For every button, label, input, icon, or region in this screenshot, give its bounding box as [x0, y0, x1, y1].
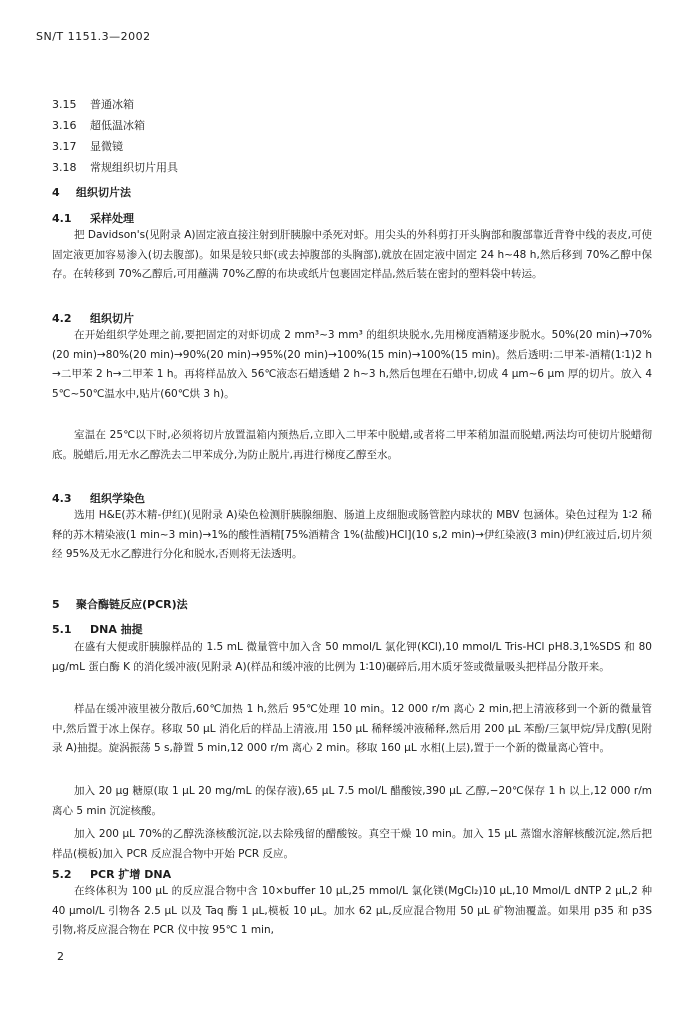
section-4-3-heading: 4.3 组织学染色: [52, 492, 145, 505]
section-4-2-heading: 4.2 组织切片: [52, 312, 134, 325]
section-5-1-heading: 5.1 DNA 抽提: [52, 623, 143, 636]
item-label: 超低温冰箱: [90, 119, 145, 132]
paragraph: 选用 H&E(苏木精-伊红)(见附录 A)染色检测肝胰腺细胞、肠道上皮细胞或肠管腔内球状的 MBV 包涵体。染色过程为 1∶2 稀释的苏木精染液(1 min~3 min)→1%的酸性酒精[75%酒精含 1%(盐酸)HCl](10 s,2 min)→伊红染液(3 min)伊红液过后,切片须经 95%及无水乙醇进行分化和脱水,否则将无法透明。: [52, 509, 652, 561]
equipment-item: [52, 138, 123, 154]
item-number: 3.17: [52, 140, 77, 153]
item-label: 显微镜: [90, 140, 123, 153]
section-4-1-heading: 4.1 采样处理: [52, 212, 134, 225]
paragraph: 在盛有大便或肝胰腺样品的 1.5 mL 微量管中加入含 50 mmol/L 氯化钾(KCl),10 mmol/L Tris-HCl pH8.3,1%SDS 和 80 μg/mL 蛋白酶 K 的消化缓冲液(见附录 A)(样品和缓冲液的比例为 1∶10)碾碎后,用木质牙签或微量吸头把样品分散开来。: [52, 641, 652, 673]
equipment-item: [52, 96, 134, 112]
standard-number: SN/T 1151.3—2002: [36, 30, 151, 43]
paragraph: 在终体积为 100 μL 的反应混合物中含 10×buffer 10 μL,25 mmol/L 氯化镁(MgCl₂)10 μL,10 Mmol/L dNTP 2 μL,2 种 40 μmol/L 引物各 2.5 μL 以及 Taq 酶 1 μL,模板 10 μL。加水 62 μL,反应混合物用 50 μL 矿物油覆盖。如果用 p35 和 p3S 引物,将反应混合物在 PCR 仪中按 95℃ 1 min,: [52, 885, 652, 937]
item-label: 普通冰箱: [90, 98, 134, 111]
paragraph: 样品在缓冲液里被分散后,60℃加热 1 h,然后 95℃处理 10 min。12 000 r/m 离心 2 min,把上清液移到一个新的微量管中,然后置于冰上保存。移取 50 μL 消化后的样品上清液,用 150 μL 稀释缓冲液稀释,然后用 200 μL 苯酚/三氯甲烷/异戊醇(见附录 A)抽提。旋涡振荡 5 s,静置 5 min,12 000 r/m 离心 2 min。移取 160 μL 水相(上层),置于一个新的微量离心管中。: [52, 703, 652, 755]
section-5-heading: 5 聚合酶链反应(PCR)法: [52, 598, 188, 611]
equipment-item: [52, 117, 145, 133]
paragraph: 在开始组织学处理之前,要把固定的对虾切成 2 mm³~3 mm³ 的组织块脱水,先用梯度酒精逐步脱水。50%(20 min)→70%(20 min)→80%(20 min)→90%(20 min)→95%(20 min)→100%(15 min)→100%(15 min)。然后透明:二甲苯-酒精(1∶1)2 h→二甲苯 2 h→二甲苯 1 h。再将样品放入 56℃液态石蜡透蜡 2 h~3 h,然后包埋在石蜡中,切成 4 μm~6 μm 厚的切片。放入 45℃~50℃温水中,贴片(60℃烘 3 h)。: [52, 329, 652, 400]
paragraph: 加入 200 μL 70%的乙醇洗涤核酸沉淀,以去除残留的醋酸铵。真空干燥 10 min。加入 15 μL 蒸馏水溶解核酸沉淀,然后把样品(模板)加入 PCR 反应混合物中开始 PCR 反应。: [52, 828, 652, 860]
item-number: 3.16: [52, 119, 77, 132]
item-label: 常规组织切片用具: [90, 161, 178, 174]
paragraph: 把 Davidson's(见附录 A)固定液直接注射到肝胰腺中杀死对虾。用尖头的外科剪打开头胸部和腹部靠近背脊中线的表皮,可使固定液更加容易渗入(切去腹部)。如果是较只虾(或去掉腹部的头胸部),就放在固定液中固定 24 h~48 h,然后移到 70%乙醇中保存。在转移到 70%乙醇后,可用蘸满 70%乙醇的布块或纸片包裹固定样品,然后装在密封的塑料袋中转运。: [52, 229, 652, 281]
equipment-item: [52, 159, 178, 175]
paragraph: 室温在 25℃以下时,必须将切片放置温箱内预热后,立即入二甲苯中脱蜡,或者将二甲苯稍加温而脱蜡,两法均可使切片脱蜡彻底。脱蜡后,用无水乙醇洗去二甲苯成分,为防止脱片,再进行梯度乙醇至水。: [52, 429, 652, 461]
item-number: 3.18: [52, 161, 77, 174]
section-4-heading: 4 组织切片法: [52, 186, 131, 199]
item-number: 3.15: [52, 98, 77, 111]
page-number: 2: [57, 950, 64, 963]
section-5-2-heading: 5.2 PCR 扩增 DNA: [52, 868, 172, 881]
paragraph: 加入 20 μg 糖原(取 1 μL 20 mg/mL 的保存液),65 μL 7.5 mol/L 醋酸铵,390 μL 乙醇,−20℃保存 1 h 以上,12 000 r/m 离心 5 min 沉淀核酸。: [52, 785, 652, 817]
